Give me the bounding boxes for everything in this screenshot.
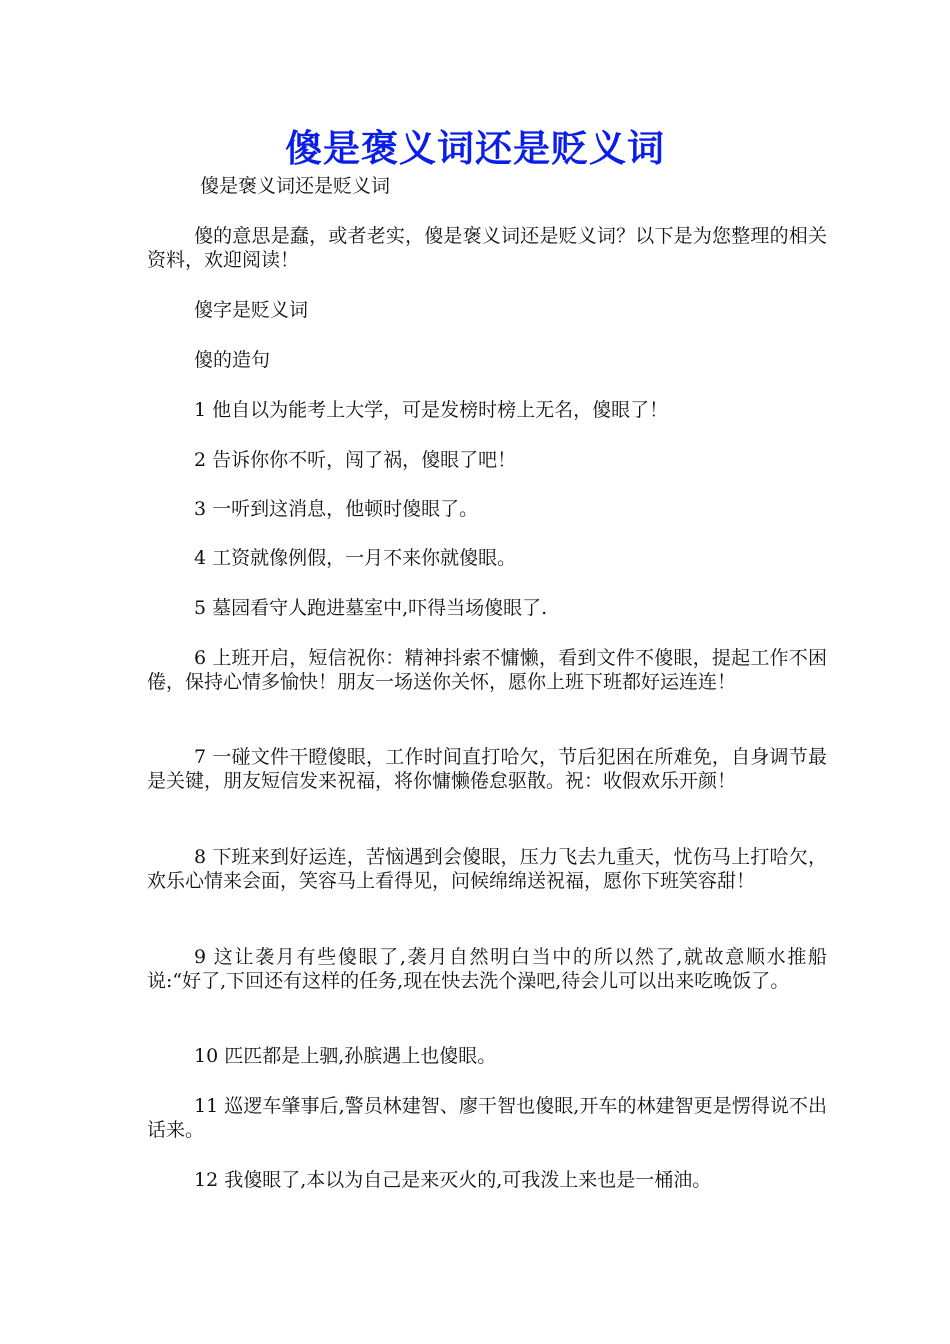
example-sentence-11: 11 巡逻车肇事后,警员林建智、廖干智也傻眼,开车的林建智更是愣得说不出话来。 [147,1095,827,1141]
paragraph-derogatory-note: 傻字是贬义词 [194,299,309,321]
example-sentence-5: 5 墓园看守人跑进墓室中,吓得当场傻眼了. [194,597,548,619]
example-sentence-3: 3 一听到这消息，他顿时傻眼了。 [194,498,479,520]
example-sentence-7: 7 一碰文件干瞪傻眼，工作时间直打哈欠，节后犯困在所难免，自身调节最是关键，朋友短信发来祝福，将你慵懒倦怠驱散。祝：收假欢乐开颜！ [147,746,827,792]
document-subtitle: 傻是褒义词还是贬义词 [200,175,391,197]
example-sentence-9: 9 这让袭月有些傻眼了,袭月自然明白当中的所以然了,就故意顺水推船说:“好了,下回还有这样的任务,现在快去洗个澡吧,待会儿可以出来吃晚饭了。 [147,946,827,992]
example-sentence-1: 1 他自以为能考上大学，可是发榜时榜上无名，傻眼了！ [194,399,669,421]
example-sentence-10: 10 匹匹都是上驷,孙膑遇上也傻眼。 [194,1045,497,1067]
intro-paragraph: 傻的意思是蠢，或者老实，傻是褒义词还是贬义词？以下是为您整理的相关资料，欢迎阅读！ [147,225,827,271]
example-sentence-12: 12 我傻眼了,本以为自己是来灭火的,可我泼上来也是一桶油。 [194,1169,712,1191]
paragraph-sentence-heading: 傻的造句 [194,349,271,371]
document-title: 傻是褒义词还是贬义词 [285,126,665,170]
example-sentence-6: 6 上班开启，短信祝你：精神抖索不慵懒，看到文件不傻眼，提起工作不困倦，保持心情多愉快！朋友一场送你关怀，愿你上班下班都好运连连！ [147,647,827,693]
example-sentence-8: 8 下班来到好运连，苦恼遇到会傻眼，压力飞去九重天，忧伤马上打哈欠，欢乐心情来会面，笑容马上看得见，问候绵绵送祝福，愿你下班笑容甜！ [147,846,827,892]
example-sentence-2: 2 告诉你你不听，闯了祸，傻眼了吧！ [194,449,517,471]
example-sentence-4: 4 工资就像例假，一月不来你就傻眼。 [194,547,517,569]
